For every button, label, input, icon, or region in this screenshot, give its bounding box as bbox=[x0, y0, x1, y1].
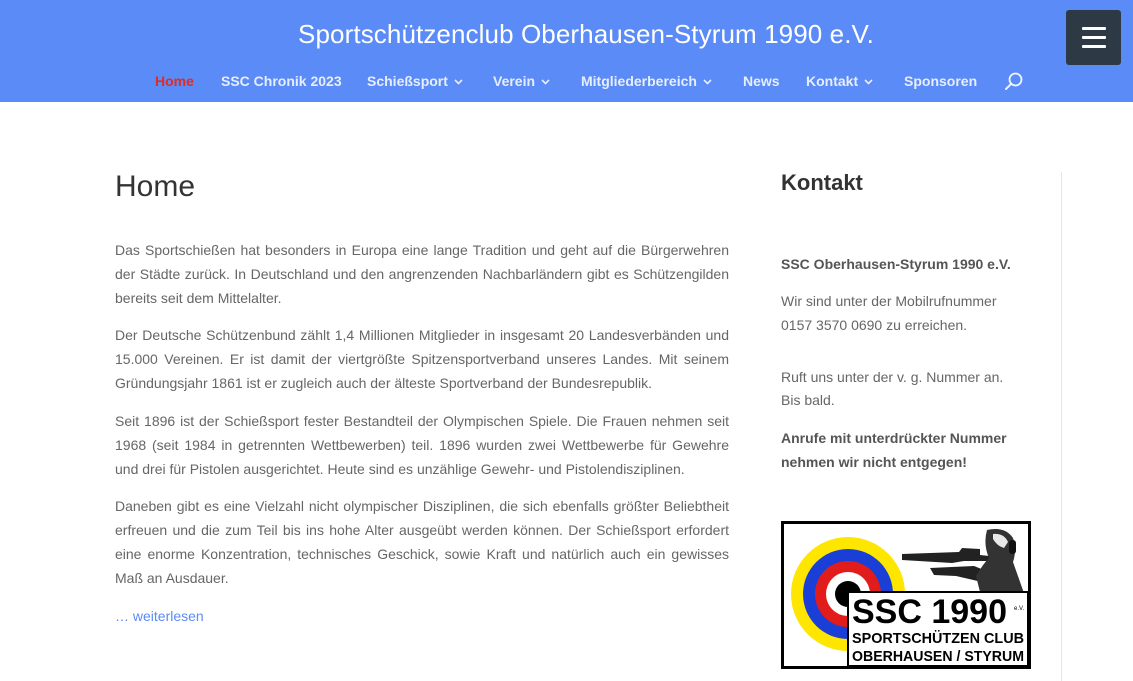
sidebar-divider bbox=[1061, 172, 1062, 681]
logo-line-1: SPORTSCHÜTZEN CLUB bbox=[852, 630, 1025, 647]
nav-item-sponsoren[interactable] bbox=[904, 73, 977, 89]
club-logo bbox=[781, 521, 1031, 669]
content-paragraph: Der Deutsche Schützenbund zählt 1,4 Millionen Mitglieder in insgesamt 20 Landesverbänden und 15.000 Vereinen. Er ist damit der viertgrößte Spitzensportverband unseres Landes. Mit seinem Gründungsjahr 1861 ist er zugleich auch der älteste Sportverband der Bundesrepublik. bbox=[115, 327, 729, 391]
contact-notice: Anrufe mit unterdrückter Nummer nehmen wir nicht entgegen! bbox=[781, 430, 1007, 470]
nav-item-news[interactable] bbox=[743, 73, 780, 89]
nav-item-label: News bbox=[743, 73, 780, 89]
club-logo-graphic bbox=[784, 524, 1028, 666]
hamburger-menu-button[interactable] bbox=[1066, 10, 1121, 65]
nav-item-label: SSC Chronik 2023 bbox=[221, 73, 342, 89]
logo-line-2: OBERHAUSEN / STYRUM bbox=[852, 648, 1024, 665]
contact-line: Ruft uns unter der v. g. Nummer an. bbox=[781, 369, 1004, 385]
chevron-down-icon bbox=[864, 79, 873, 85]
nav-item-verein[interactable] bbox=[493, 73, 550, 89]
nav-item-ssc-chronik[interactable] bbox=[221, 73, 342, 89]
chevron-down-icon bbox=[703, 79, 712, 85]
nav-item-label: Sponsoren bbox=[904, 73, 978, 89]
nav-item-home[interactable] bbox=[155, 73, 194, 89]
nav-item-label: Verein bbox=[493, 73, 536, 89]
read-more-label: weiterlesen bbox=[132, 608, 204, 624]
contact-line: Wir sind unter der Mobilrufnummer bbox=[781, 293, 997, 309]
logo-title: SSC 1990 bbox=[852, 593, 1007, 631]
content-paragraph: Seit 1896 ist der Schießsport fester Bestandteil der Olympischen Spiele. Die Frauen nehmen seit 1968 (seit 1984 in getrennten Wettbewerben) teil. 1896 wurden zwei Wettbewerbe für Gewehre und drei für Pistolen ausgerichtet. Heute sind es unzählige Gewehr- und Pistolendisziplinen. bbox=[115, 413, 729, 477]
read-more-link[interactable] bbox=[115, 608, 204, 624]
chevron-down-icon bbox=[454, 79, 463, 85]
page-title: Home bbox=[115, 170, 196, 203]
nav-item-kontakt[interactable] bbox=[806, 73, 873, 89]
site-header bbox=[0, 0, 1133, 102]
contact-phone: 0157 3570 0690 zu erreichen. bbox=[781, 317, 968, 333]
club-name: SSC Oberhausen-Styrum 1990 e.V. bbox=[781, 256, 1011, 272]
logo-mark: e.V. bbox=[1014, 606, 1025, 612]
nav-item-label: Mitgliederbereich bbox=[581, 73, 697, 89]
read-more-prefix: … bbox=[115, 608, 129, 624]
content-paragraph: Das Sportschießen hat besonders in Europa eine lange Tradition und geht auf die Bürgerwehren der Städte zurück. In Deutschland und den angrenzenden Nachbarländern gibt es Schützengilden bereits seit dem Mittelalter. bbox=[115, 242, 729, 306]
nav-item-schiesssport[interactable] bbox=[367, 73, 463, 89]
menu-icon-bar bbox=[1082, 27, 1106, 30]
site-title[interactable]: Sportschützenclub Oberhausen-Styrum 1990 e.V. bbox=[298, 19, 874, 49]
menu-icon-bar bbox=[1082, 36, 1106, 39]
search-icon[interactable] bbox=[1004, 72, 1024, 92]
content-paragraph: Daneben gibt es eine Vielzahl nicht olympischer Disziplinen, die sich ebenfalls größter Beliebtheit erfreuen und die zum Teil bis ins hohe Alter ausgeübt werden können. Der Schießsport erfordert eine enorme Konzentration, technisches Geschick, sowie Kraft und natürlich auch ein gewisses Maß an Ausdauer. bbox=[115, 498, 729, 586]
nav-item-label: Home bbox=[155, 73, 194, 89]
nav-item-mitgliederbereich[interactable] bbox=[581, 73, 712, 89]
chevron-down-icon bbox=[541, 79, 550, 85]
nav-item-label: Schießsport bbox=[367, 73, 448, 89]
read-more bbox=[115, 604, 204, 628]
contact-line: Bis bald. bbox=[781, 392, 835, 408]
nav-item-label: Kontakt bbox=[806, 73, 859, 89]
sidebar-widget-title: Kontakt bbox=[781, 170, 863, 195]
menu-icon-bar bbox=[1082, 45, 1106, 48]
